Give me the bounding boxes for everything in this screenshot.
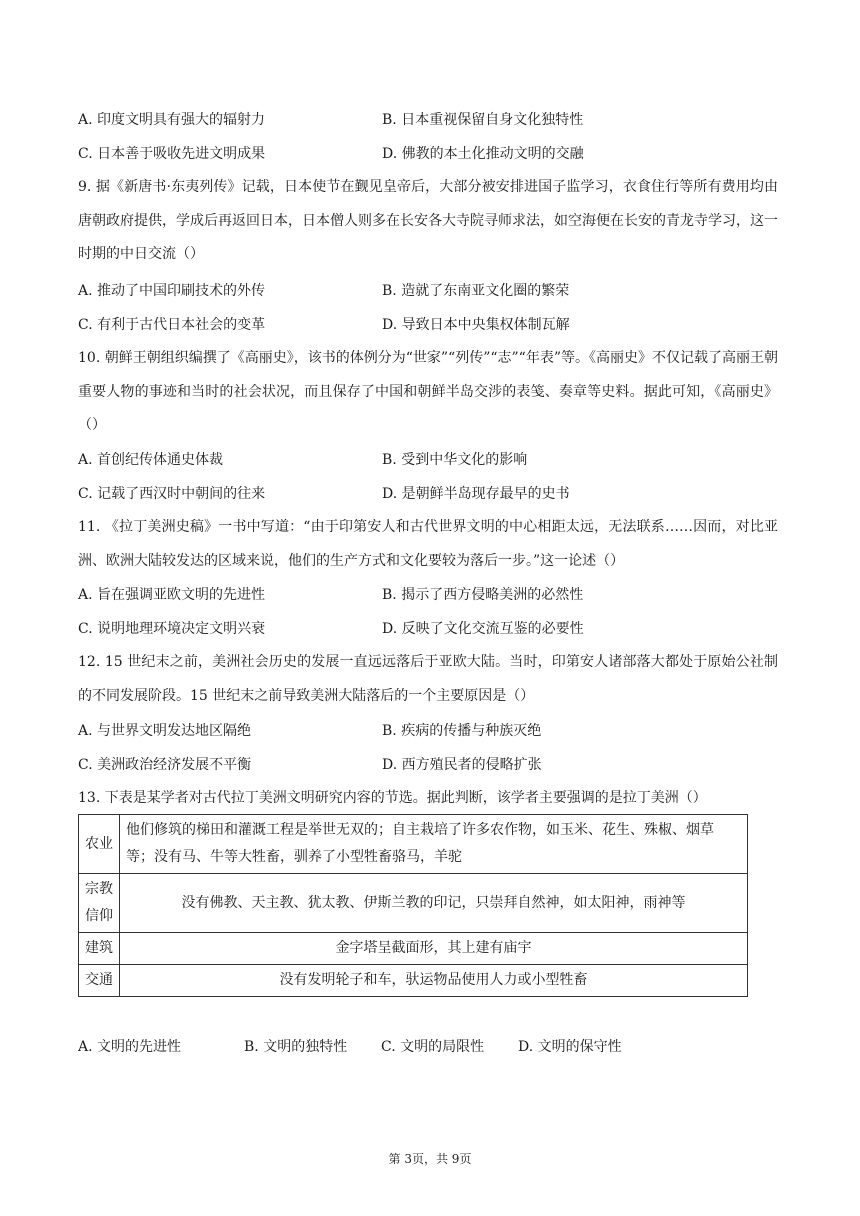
q10-stem: 10. 朝鲜王朝组织编撰了《高丽史》，该书的体例分为“世家”“列传”“志”“年表”等。《高丽史》不仅记载了高丽王朝重要人物的事迹和当时的社会状况，而且保存了中国和朝鲜半岛交涉的表笺、奏章等史料。据此可知，《高丽史》（） [78,350,778,433]
q9-stem: 9. 据《新唐书·东夷列传》记载，日本使节在觐见皇帝后，大部分被安排进国子监学习，衣食住行等所有费用均由唐朝政府提供，学成后再返回日本，日本僧人则多在长安各大寺院寻师求法，如空海便在长安的青龙寺学习，这一时期的中日交流（） [78,179,778,262]
q11-option-a: A. 旨在强调亚欧文明的先进性 [78,587,266,603]
q8-option-c: C. 日本善于吸收先进文明成果 [78,146,266,162]
q12-option-d: D. 西方殖民者的侵略扩张 [382,757,542,773]
table-key: 宗教信仰 [79,874,120,933]
q8-option-a: A. 印度文明具有强大的辐射力 [78,112,266,128]
q12-option-a: A. 与世界文明发达地区隔绝 [78,723,252,739]
q8-option-d: D. 佛教的本土化推动文明的交融 [382,146,584,162]
q10-option-c: C. 记载了西汉时中朝间的往来 [78,486,266,502]
table-key: 农业 [79,815,120,874]
page-footer: 第 3页，共 9页 [388,1152,472,1166]
q13-stem: 13. 下表是某学者对古代拉丁美洲文明研究内容的节选。据此判断，该学者主要强调的是拉丁美洲（） [78,790,707,806]
table-row [79,965,748,997]
table-row [79,933,748,965]
q13-option-c: C. 文明的局限性 [381,1039,485,1055]
q9-option-a: A. 推动了中国印刷技术的外传 [78,283,266,299]
table-value: 金字塔呈截面形，其上建有庙宇 [120,933,748,965]
q10-option-d: D. 是朝鲜半岛现存最早的史书 [382,486,570,502]
q13-option-b: B. 文明的独特性 [244,1039,348,1055]
q12-option-c: C. 美洲政治经济发展不平衡 [78,757,252,773]
table-row [79,874,748,933]
q11-stem: 11. 《拉丁美洲史稿》一书中写道：“由于印第安人和古代世界文明的中心相距太远，无法联系……因而，对比亚洲、欧洲大陆较发达的区域来说，他们的生产方式和文化要较为落后一步。”这一论述（） [78,519,778,569]
q11-option-b: B. 揭示了西方侵略美洲的必然性 [382,587,584,603]
table-value: 没有发明轮子和车，驮运物品使用人力或小型牲畜 [120,965,748,997]
q10-option-b: B. 受到中华文化的影响 [382,452,528,468]
table-key: 建筑 [79,933,120,965]
q11-option-d: D. 反映了文化交流互鉴的必要性 [382,621,584,637]
q8-option-b: B. 日本重视保留自身文化独特性 [382,112,584,128]
q12-option-b: B. 疾病的传播与种族灭绝 [382,723,542,739]
table-value: 没有佛教、天主教、犹太教、伊斯兰教的印记，只崇拜自然神，如太阳神，雨神等 [120,874,748,933]
q12-stem: 12. 15 世纪末之前，美洲社会历史的发展一直远远落后于亚欧大陆。当时，印第安人诸部落大都处于原始公社制的不同发展阶段。15 世纪末之前导致美洲大陆落后的一个主要原因是（） [78,654,778,704]
q11-option-c: C. 说明地理环境决定文明兴衰 [78,621,266,637]
q10-option-a: A. 首创纪传体通史体裁 [78,452,224,468]
q9-option-b: B. 造就了东南亚文化圈的繁荣 [382,283,570,299]
q13-option-a: A. 文明的先进性 [78,1039,182,1055]
table-value: 他们修筑的梯田和灌溉工程是举世无双的；自主栽培了许多农作物，如玉米、花生、殊椒、烟草等；没有马、牛等大牲畜，驯养了小型牲畜骆马，羊驼 [120,815,748,874]
table-row [79,815,748,874]
q13-table [78,814,748,997]
q13-option-d: D. 文明的保守性 [518,1039,622,1055]
q9-option-d: D. 导致日本中央集权体制瓦解 [382,317,570,333]
table-key: 交通 [79,965,120,997]
q9-option-c: C. 有利于古代日本社会的变革 [78,317,266,333]
